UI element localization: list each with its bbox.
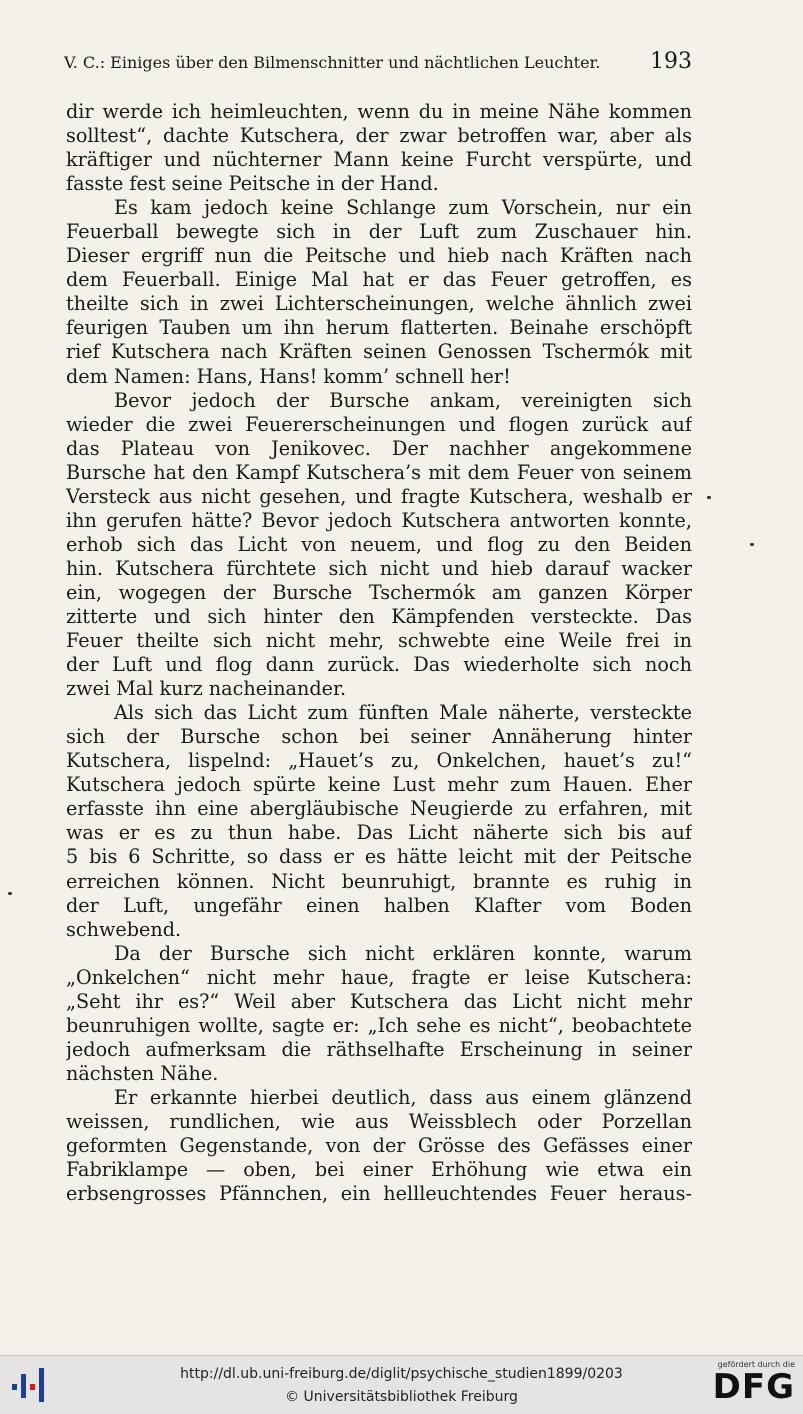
- text-line: feurigen Tauben um ihn herum flatterten. Beinahe erschöpft: [66, 316, 692, 340]
- text-line: Dieser ergriff nun die Peitsche und hieb nach Kräften nach: [66, 244, 692, 268]
- text-line: Er erkannte hierbei deutlich, dass aus einem glänzend: [114, 1085, 692, 1109]
- text-line: erhob sich das Licht von neuem, und flog zu den Beiden: [66, 532, 692, 556]
- dfg-tagline: gefördert durch die: [717, 1360, 795, 1369]
- text-line: fasste fest seine Peitsche in der Hand.: [66, 172, 439, 196]
- body-text: [66, 100, 692, 1206]
- text-line: 5 bis 6 Schritte, so dass er es hätte leicht mit der Peitsche: [66, 845, 692, 869]
- text-line: hin. Kutschera fürchtete sich nicht und hieb darauf wacker: [66, 556, 692, 580]
- page-number: 193: [650, 49, 692, 74]
- text-line: „Onkelchen“ nicht mehr haue, fragte er leise Kutschera:: [66, 965, 692, 989]
- text-line: schwebend.: [66, 917, 182, 941]
- text-line: nächsten Nähe.: [66, 1061, 219, 1085]
- scan-speck-mark: [8, 892, 12, 895]
- text-line: Bursche hat den Kampf Kutschera’s mit dem Feuer von seinem: [66, 460, 692, 484]
- text-line: wieder die zwei Feuererscheinungen und flogen zurück auf: [66, 412, 692, 436]
- text-line: Versteck aus nicht gesehen, und fragte Kutschera, weshalb er: [66, 484, 692, 508]
- text-line: Kutschera jedoch spürte keine Lust mehr zum Hauen. Eher: [66, 773, 692, 797]
- text-line: dir werde ich heimleuchten, wenn du in meine Nähe kommen: [66, 100, 692, 123]
- scan-speck-mark: [707, 496, 711, 499]
- text-line: zwei Mal kurz nacheinander.: [66, 677, 347, 701]
- running-title: V. C.: Einiges über den Bilmenschnitter und nächtlichen Leuchter.: [64, 53, 601, 72]
- text-line: das Plateau von Jenikovec. Der nachher angekommene: [66, 436, 692, 460]
- text-line: ein, wogegen der Bursche Tschermók am ganzen Körper: [66, 580, 692, 604]
- text-line: Feuerball bewegte sich in der Luft zum Zuschauer hin.: [66, 220, 692, 244]
- text-line: Fabriklampe — oben, bei einer Erhöhung wie etwa ein: [66, 1158, 692, 1182]
- text-line: erfasste ihn eine abergläubische Neugierde zu erfahren, mit: [66, 797, 692, 821]
- dfg-wordmark: DFG: [712, 1367, 795, 1407]
- dfg-logo: [705, 1360, 795, 1410]
- text-line: erbsengrosses Pfännchen, ein hellleuchtendes Feuer heraus-: [66, 1182, 692, 1206]
- text-line: dem Namen: Hans, Hans! komm’ schnell her!: [66, 364, 511, 388]
- text-line: Feuer theilte sich nicht mehr, schwebte eine Weile frei in: [66, 629, 692, 653]
- text-line: weissen, rundlichen, wie aus Weissblech oder Porzellan: [66, 1109, 692, 1133]
- document-url[interactable]: http://dl.ub.uni-freiburg.de/diglit/psychische_studien1899/0203: [180, 1366, 623, 1382]
- text-line: was er es zu thun habe. Das Licht näherte sich bis auf: [66, 821, 692, 845]
- scan-speck-mark: [750, 543, 754, 546]
- viewer-footer: [0, 1355, 803, 1414]
- text-line: theilte sich in zwei Lichterscheinungen, welche ähnlich zwei: [66, 292, 692, 316]
- text-line: geformten Gegenstande, von der Grösse des Gefässes einer: [66, 1134, 692, 1158]
- text-line: der Luft, ungefähr einen halben Klafter vom Boden: [66, 893, 692, 917]
- text-line: sich der Bursche schon bei seiner Annäherung hinter: [66, 725, 692, 749]
- text-line: Da der Bursche sich nicht erklären konnte, warum: [114, 941, 692, 965]
- text-line: Es kam jedoch keine Schlange zum Vorschein, nur ein: [114, 196, 692, 220]
- copyright-notice: © Universitätsbibliothek Freiburg: [285, 1389, 518, 1405]
- text-line: ihn gerufen hätte? Bevor jedoch Kutschera antworten konnte,: [66, 508, 692, 532]
- text-line: jedoch aufmerksam die räthselhafte Erscheinung in seiner: [66, 1037, 692, 1061]
- text-line: „Seht ihr es?“ Weil aber Kutschera das Licht nicht mehr: [66, 989, 692, 1013]
- text-line: Bevor jedoch der Bursche ankam, vereinigten sich: [114, 388, 692, 412]
- text-line: beunruhigen wollte, sagte er: „Ich sehe es nicht“, beobachtete: [66, 1013, 692, 1037]
- text-line: solltest“, dachte Kutschera, der zwar betroffen war, aber als: [66, 124, 692, 148]
- text-line: kräftiger und nüchterner Mann keine Furcht verspürte, und: [66, 148, 692, 172]
- text-line: zitterte und sich hinter den Kämpfenden versteckte. Das: [66, 604, 692, 628]
- text-line: Kutschera, lispelnd: „Hauet’s zu, Onkelchen, hauet’s zu!“: [66, 749, 692, 773]
- text-line: rief Kutschera nach Kräften seinen Genossen Tschermók mit: [66, 340, 692, 364]
- text-line: erreichen können. Nicht beunruhigt, brannte es ruhig in: [66, 869, 692, 893]
- text-line: dem Feuerball. Einige Mal hat er das Feuer getroffen, es: [66, 268, 692, 292]
- text-line: der Luft und flog dann zurück. Das wiederholte sich noch: [66, 653, 692, 677]
- running-head: [64, 50, 692, 75]
- text-line: Als sich das Licht zum fünften Male näherte, versteckte: [114, 701, 692, 725]
